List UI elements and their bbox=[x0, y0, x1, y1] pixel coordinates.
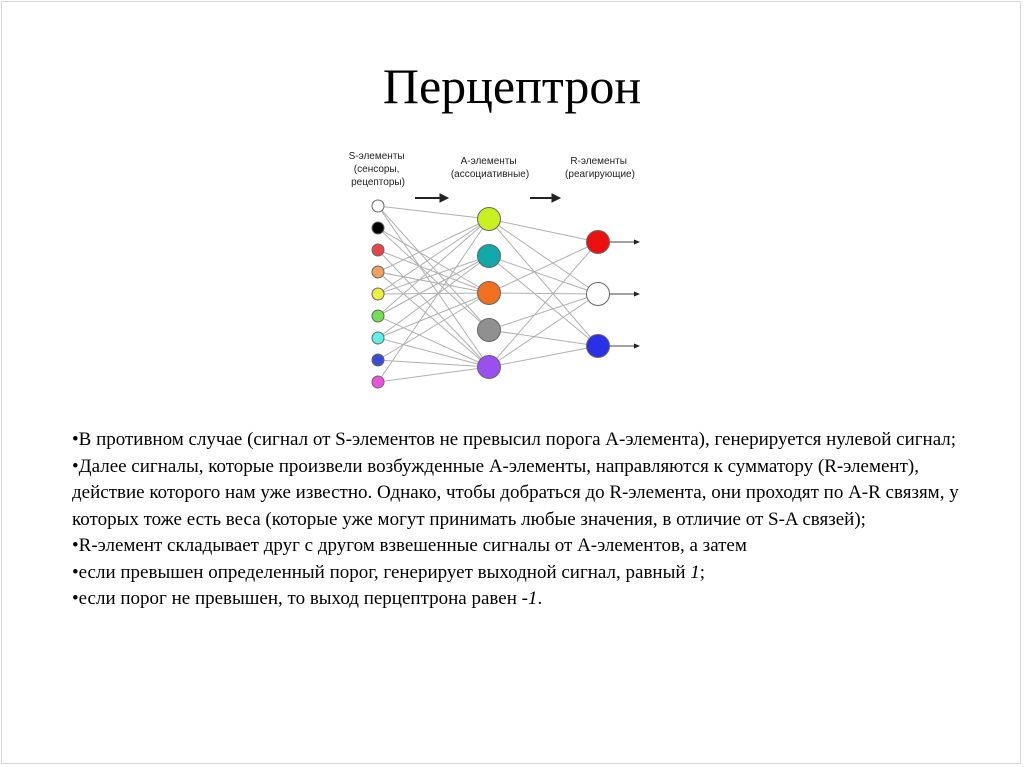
a-element-node bbox=[478, 245, 501, 268]
r-element-node bbox=[587, 283, 610, 306]
a-r-connection bbox=[489, 293, 598, 294]
svg-text:А-элементы (ассоциативные) bbox=[451, 156, 529, 180]
a-element-node bbox=[478, 356, 501, 379]
paragraph-2: •Далее сигналы, которые произвели возбужденные A-элементы, направляются к сумматору (R-элемент), действие которого нам уже известно. Однако, чтобы добраться до R-элемента, они проходят по A-R связям, у которых тоже есть веса (которые уже могут принимать любые значения, в отличие от S-A связей); bbox=[72, 455, 959, 530]
s-element-node bbox=[372, 332, 384, 344]
a-r-connection bbox=[489, 256, 598, 294]
output-arrow-head bbox=[634, 292, 640, 297]
a-label-1: А-элементы bbox=[460, 156, 517, 167]
a-element-node bbox=[478, 208, 501, 231]
s-element-node bbox=[372, 310, 384, 322]
slide-body bbox=[72, 427, 992, 613]
s-label-1: S-элементы bbox=[348, 151, 405, 162]
s-a-connection bbox=[378, 293, 489, 294]
s-element-node bbox=[372, 354, 384, 366]
a-element-node bbox=[478, 282, 501, 305]
s-a-connection bbox=[378, 360, 489, 367]
r-label-1: R-элементы bbox=[570, 156, 627, 167]
a-label-2: (ассоциативные) bbox=[450, 169, 530, 180]
s-element-node bbox=[372, 266, 384, 278]
output-value-1: 1 bbox=[690, 561, 700, 583]
flow-arrow-s-a-head bbox=[440, 194, 448, 202]
s-a-connection bbox=[378, 206, 489, 219]
paragraph-5-text: •если порог не превышен, то выход перцептрона равен bbox=[72, 588, 522, 609]
paragraph-1: •В противном случае (сигнал от S-элементов не превысил порога A-элемента), генерируется нулевой сигнал; bbox=[72, 429, 957, 450]
a-element-node bbox=[478, 319, 501, 342]
s-a-connection bbox=[378, 219, 489, 272]
paragraph-3: •R-элемент складывает друг с другом взвешенные сигналы от A-элементов, а затем bbox=[72, 535, 747, 556]
paragraph-4 bbox=[72, 560, 992, 587]
s-label-2: (сенсоры, bbox=[353, 164, 400, 175]
s-element-node bbox=[372, 376, 384, 388]
paragraph-5 bbox=[72, 586, 992, 613]
paragraph-4-tail: ; bbox=[699, 561, 706, 583]
s-label-3: рецепторы) bbox=[351, 177, 405, 188]
s-element-node bbox=[372, 244, 384, 256]
svg-text:S-элементы (сенсоры, р bbox=[349, 151, 408, 188]
s-element-node bbox=[372, 288, 384, 300]
svg-text:R-элементы (реагирующие) bbox=[565, 156, 635, 180]
flow-arrow-a-r-head bbox=[552, 194, 560, 202]
output-arrow-head bbox=[634, 240, 640, 245]
output-arrow-head bbox=[634, 344, 640, 349]
r-element-node bbox=[587, 335, 610, 358]
output-value-minus-1: -1 bbox=[521, 588, 538, 609]
s-element-node bbox=[372, 200, 384, 212]
slide-title: Перцептрон bbox=[382, 58, 642, 114]
paragraph-5-tail: . bbox=[537, 588, 543, 609]
a-r-connection bbox=[489, 242, 598, 293]
paragraph-4-text: •если превышен определенный порог, генерирует выходной сигнал, равный bbox=[72, 561, 691, 583]
r-label-2: (реагирующие) bbox=[565, 169, 635, 180]
a-r-connection bbox=[489, 294, 598, 330]
perceptron-diagram bbox=[330, 145, 660, 395]
s-element-node bbox=[372, 222, 384, 234]
r-element-node bbox=[587, 231, 610, 254]
s-a-connection bbox=[378, 316, 489, 367]
s-a-connection bbox=[378, 367, 489, 382]
